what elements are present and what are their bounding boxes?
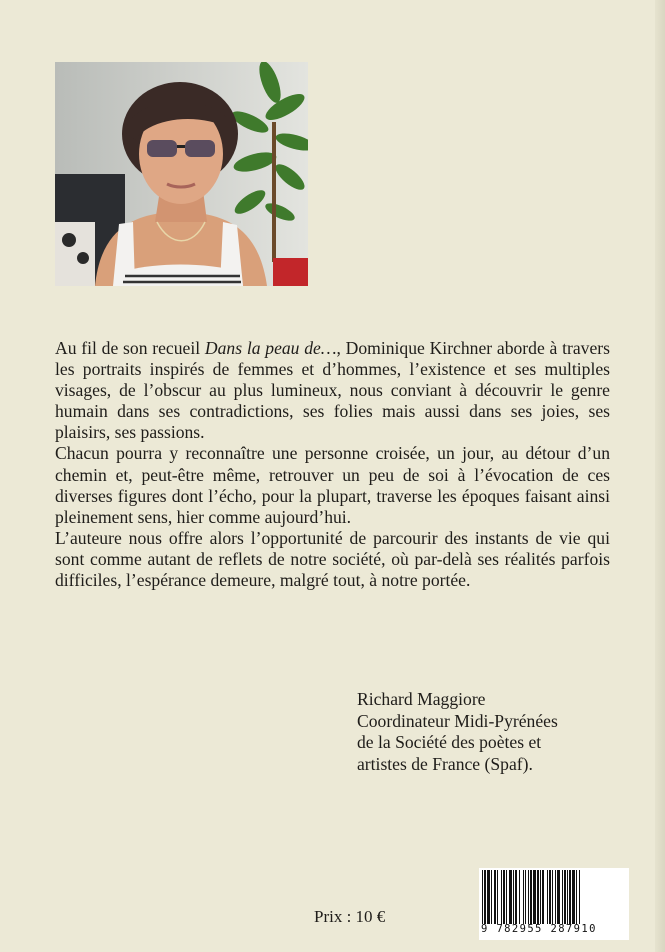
barcode: [479, 868, 629, 940]
signature-line-1: Coordinateur Midi-Pyrénées: [357, 710, 558, 731]
barcode-digits: 9 782955 287910: [481, 923, 597, 935]
signature-name: Richard Maggiore: [357, 689, 486, 709]
book-title: Dans la peau de…: [204, 338, 337, 358]
blurb-paragraph-3: L’auteure nous offre alors l’opportunité de parcourir des instants de vie qui sont comme autant de reflets de notre société, où par-delà ses réalités parfois difficiles, l’espérance demeure, malgré tout, à notre portée.: [55, 527, 610, 591]
page-edge: [655, 0, 665, 952]
barcode-icon: [479, 868, 629, 926]
price-label: Prix : 10 €: [314, 907, 386, 926]
signature-line-2: de la Société des poètes et: [357, 732, 542, 753]
signature-line-3: artistes de France (Spaf).: [357, 754, 533, 775]
blurb-text: [55, 338, 610, 591]
signature-block: [357, 689, 627, 776]
blurb-paragraph-1: Au fil de son recueil Dans la peau de…, Dominique Kirchner aborde à travers les portraits inspirés de femmes et d’hommes, l’existence et ses multiples visages, de l’obscur au plus lumineux, nous conviant à découvrir le genre humain dans ses contradictions, ses folies mais aussi dans ses joies, ses plaisirs, ses passions.: [55, 338, 610, 443]
author-photo: [55, 62, 308, 286]
blurb-paragraph-2: Chacun pourra y reconnaître une personne croisée, un jour, au détour d’un chemin et, peut-être même, retrouver un peu de soi à l’évocation de ces diverses figures dont l’écho, pour la plupart, traverse les époques faisant ainsi pleinement sens, hier comme aujourd’hui.: [55, 443, 610, 527]
